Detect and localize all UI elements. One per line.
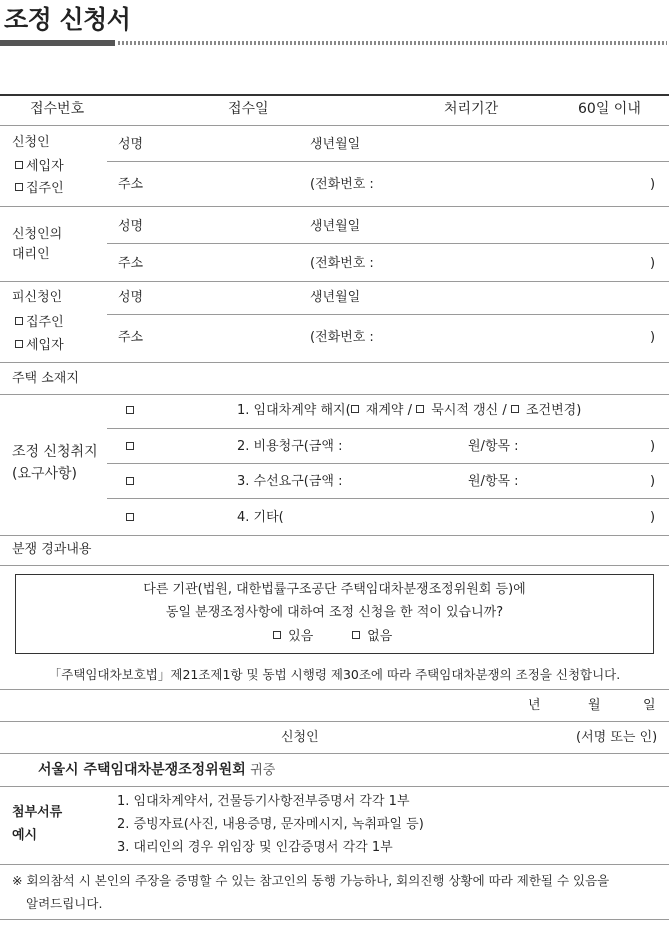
divider	[107, 161, 669, 162]
agent-address-label: 주소	[118, 256, 144, 271]
page-title: 조정 신청서	[4, 5, 131, 34]
legal-statement: 「주택임대차보호법」제21조제1항 및 동법 시행령 제30조에 따라 주택임대차분쟁의 조정을 신청합니다.	[48, 667, 621, 682]
date-month-label: 월	[588, 698, 601, 713]
checkbox-implicit-renewal[interactable]	[416, 405, 424, 413]
respondent-name-label: 성명	[118, 290, 144, 305]
divider	[0, 125, 669, 126]
divider	[0, 394, 669, 395]
checkbox-renew[interactable]	[351, 405, 359, 413]
attachment-item: 1. 임대차계약서, 건물등기사항전부증명서 각각 1부	[117, 794, 410, 809]
attachment-item: 3. 대리인의 경우 위임장 및 인감증명서 각각 1부	[117, 840, 393, 855]
purpose-item4-label: 4. 기타(	[237, 510, 284, 525]
divider	[107, 463, 669, 464]
applicant-address-label: 주소	[118, 177, 144, 192]
agent-label-line1: 신청인의	[12, 227, 63, 242]
divider	[107, 314, 669, 315]
purpose-item2-checkbox[interactable]	[126, 442, 134, 450]
recipient: 서울시 주택임대차분쟁조정위원회 귀중	[38, 762, 276, 778]
receipt-date-label: 접수일	[228, 101, 269, 117]
divider	[0, 721, 669, 722]
dispute-history-label: 분쟁 경과내용	[12, 542, 92, 557]
receipt-number-label: 접수번호	[30, 101, 85, 117]
applicant-birth-label: 생년월일	[310, 137, 361, 152]
date-day-label: 일	[643, 698, 656, 713]
applicant-name-label: 성명	[118, 137, 144, 152]
agent-birth-label: 생년월일	[310, 219, 361, 234]
purpose-label-line2: (요구사항)	[12, 466, 78, 482]
divider	[0, 565, 669, 566]
option-yes[interactable]: 있음	[273, 629, 313, 645]
attachments-label-line2: 예시	[12, 828, 38, 843]
respondent-birth-label: 생년월일	[310, 290, 361, 305]
checkbox-icon[interactable]	[273, 631, 281, 639]
question-line1: 다른 기관(법원, 대한법률구조공단 주택임대차분쟁조정위원회 등)에	[143, 582, 526, 597]
respondent-label: 피신청인	[12, 290, 63, 305]
purpose-item3-label: 3. 수선요구(금액 :	[237, 474, 343, 489]
applicant-option-tenant[interactable]: 세입자	[15, 159, 64, 175]
purpose-item3-close: )	[650, 474, 656, 489]
checkbox-icon[interactable]	[15, 161, 23, 169]
divider	[0, 864, 669, 865]
purpose-item3-checkbox[interactable]	[126, 477, 134, 485]
signature-applicant-label: 신청인	[281, 730, 319, 745]
checkbox-icon[interactable]	[15, 183, 23, 191]
processing-period-label: 처리기간	[444, 101, 499, 117]
agent-phone-label: (전화번호 :	[310, 256, 374, 271]
agent-name-label: 성명	[118, 219, 144, 234]
checkbox-icon[interactable]	[352, 631, 360, 639]
date-year-label: 년	[528, 698, 541, 713]
divider	[0, 281, 669, 282]
divider	[0, 753, 669, 754]
respondent-phone-label: (전화번호 :	[310, 330, 374, 345]
respondent-address-label: 주소	[118, 330, 144, 345]
purpose-item4-checkbox[interactable]	[126, 513, 134, 521]
divider	[0, 786, 669, 787]
purpose-item2-won: 원/항목 :	[468, 439, 519, 454]
divider	[0, 689, 669, 690]
purpose-item2-label: 2. 비용청구(금액 :	[237, 439, 343, 454]
option-no[interactable]: 없음	[352, 629, 392, 645]
signature-note: (서명 또는 인)	[576, 730, 658, 745]
note-line1: ※ 회의참석 시 본인의 주장을 증명할 수 있는 참고인의 동행 가능하나, 회의진행 상황에 따라 제한될 수 있음을	[12, 873, 610, 888]
respondent-option-tenant[interactable]: 세입자	[15, 338, 64, 354]
divider	[0, 206, 669, 207]
applicant-option-landlord[interactable]: 집주인	[15, 181, 64, 197]
question-line2: 동일 분쟁조정사항에 대하여 조정 신청을 한 적이 있습니까?	[165, 605, 504, 620]
applicant-label: 신청인	[12, 135, 50, 150]
applicant-phone-label: (전화번호 :	[310, 177, 374, 192]
title-dotted-rule	[118, 41, 667, 45]
divider	[107, 498, 669, 499]
purpose-item3-won: 원/항목 :	[468, 474, 519, 489]
divider	[0, 362, 669, 363]
divider	[107, 428, 669, 429]
applicant-phone-close: )	[650, 177, 656, 192]
note-line2: 알려드립니다.	[26, 896, 103, 911]
checkbox-icon[interactable]	[15, 340, 23, 348]
purpose-item4-close: )	[650, 510, 656, 525]
processing-period-value: 60일 이내	[578, 101, 641, 117]
purpose-item1-checkbox[interactable]	[126, 406, 134, 414]
agent-phone-close: )	[650, 256, 656, 271]
agent-label-line2: 대리인	[12, 247, 50, 262]
purpose-item2-close: )	[650, 439, 656, 454]
divider	[0, 919, 669, 920]
divider	[0, 535, 669, 536]
checkbox-icon[interactable]	[15, 317, 23, 325]
respondent-phone-close: )	[650, 330, 656, 345]
house-location-label: 주택 소재지	[12, 371, 79, 386]
title-underline	[0, 40, 115, 46]
attachment-item: 2. 증빙자료(사진, 내용증명, 문자메시지, 녹취파일 등)	[117, 817, 424, 832]
checkbox-condition-change[interactable]	[511, 405, 519, 413]
divider	[107, 243, 669, 244]
purpose-label-line1: 조정 신청취지	[12, 444, 98, 460]
purpose-item1: 1. 임대차계약 해지( 재계약 / 묵시적 갱신 / 조건변경)	[237, 403, 582, 418]
table-top-border	[0, 94, 669, 96]
respondent-option-landlord[interactable]: 집주인	[15, 315, 64, 331]
attachments-label-line1: 첨부서류	[12, 805, 63, 820]
